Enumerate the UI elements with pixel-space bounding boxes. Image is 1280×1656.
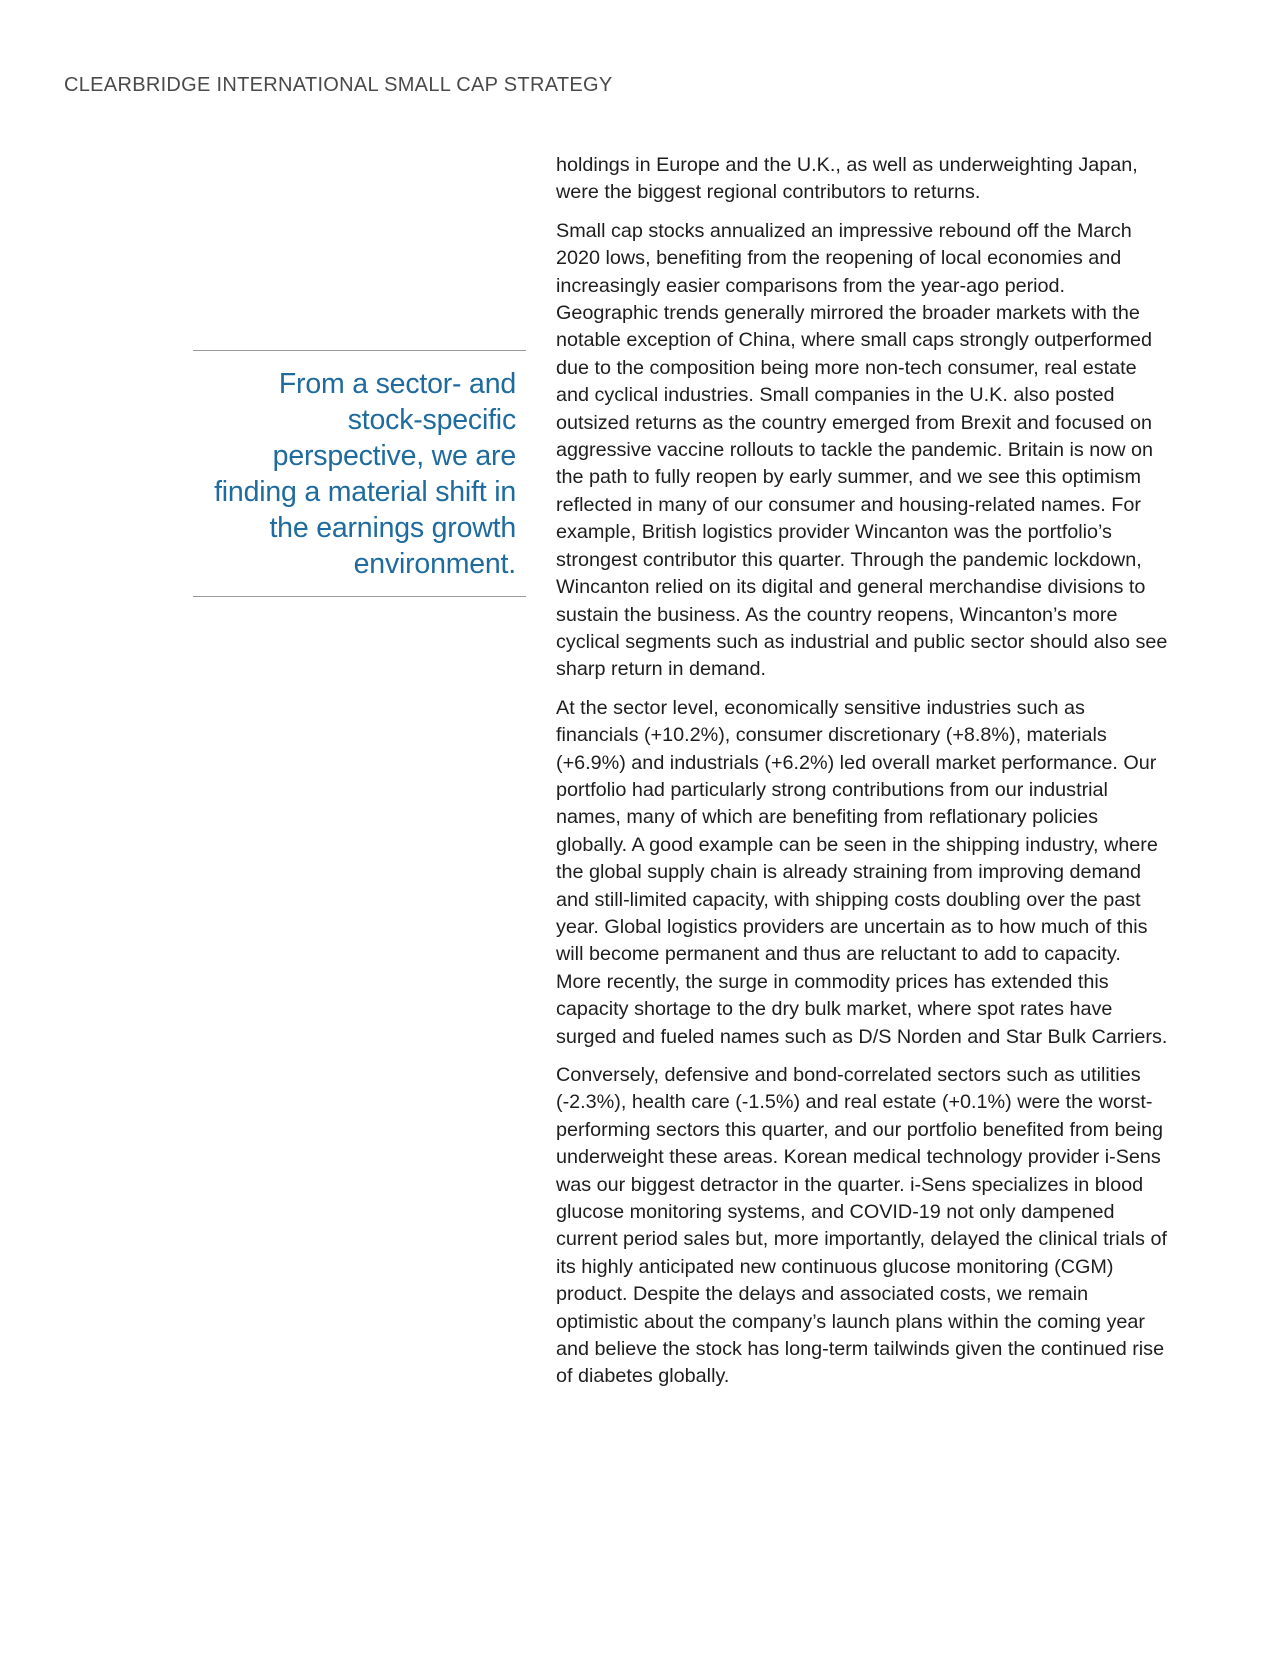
body-paragraph: Conversely, defensive and bond-correlated sectors such as utilities (-2.3%), health care (-1.5%) and real estate (+0.1%) were the worst-performing sectors this quarter, and our portfolio benefited from being underweight these areas. Korean medical technology provider i-Sens was our biggest detractor in the quarter. i-Sens specializes in blood glucose monitoring systems, and COVID-19 not only dampened current period sales but, more importantly, delayed the clinical trials of its highly anticipated new continuous glucose monitoring (CGM) product. Despite the delays and associated costs, we remain optimistic about the company’s launch plans within the coming year and believe the stock has long-term tailwinds given the continued rise of diabetes globally. (556, 1064, 1167, 1388)
article-body (556, 152, 1168, 1402)
page-header: CLEARBRIDGE INTERNATIONAL SMALL CAP STRATEGY (64, 74, 613, 96)
pull-quote (193, 350, 526, 597)
body-paragraph: At the sector level, economically sensitive industries such as financials (+10.2%), consumer discretionary (+8.8%), materials (+6.9%) and industrials (+6.2%) led overall market performance. Our portfolio had particularly strong contributions from our industrial names, many of which are benefiting from reflationary policies globally. A good example can be seen in the shipping industry, where the global supply chain is already straining from improving demand and still-limited capacity, with shipping costs doubling over the past year. Global logistics providers are uncertain as to how much of this will become permanent and thus are reluctant to add to capacity. More recently, the surge in commodity prices has extended this capacity shortage to the dry bulk market, where spot rates have surged and fueled names such as D/S Norden and Star Bulk Carriers. (556, 696, 1168, 1048)
body-paragraph: Small cap stocks annualized an impressive rebound off the March 2020 lows, benefiting from the reopening of local economies and increasingly easier comparisons from the year-ago period. Geographic trends generally mirrored the broader markets with the notable exception of China, where small caps strongly outperformed due to the composition being more non-tech consumer, real estate and cyclical industries. Small companies in the U.K. also posted outsized returns as the country emerged from Brexit and focused on aggressive vaccine rollouts to tackle the pandemic. Britain is now on the path to fully reopen by early summer, and we see this optimism reflected in many of our consumer and housing-related names. For example, British logistics provider Wincanton was the portfolio’s strongest contributor this quarter. Through the pandemic lockdown, Wincanton relied on its digital and general merchandise divisions to sustain the business. As the country reopens, Wincanton’s more cyclical segments such as industrial and public sector should also see sharp return in demand. (556, 219, 1168, 681)
pull-quote-text: From a sector- and stock-specific perspective, we are finding a material shift in the earnings growth environment. (214, 368, 516, 580)
body-paragraph: holdings in Europe and the U.K., as well as underweighting Japan, were the biggest regional contributors to returns. (556, 154, 1138, 204)
